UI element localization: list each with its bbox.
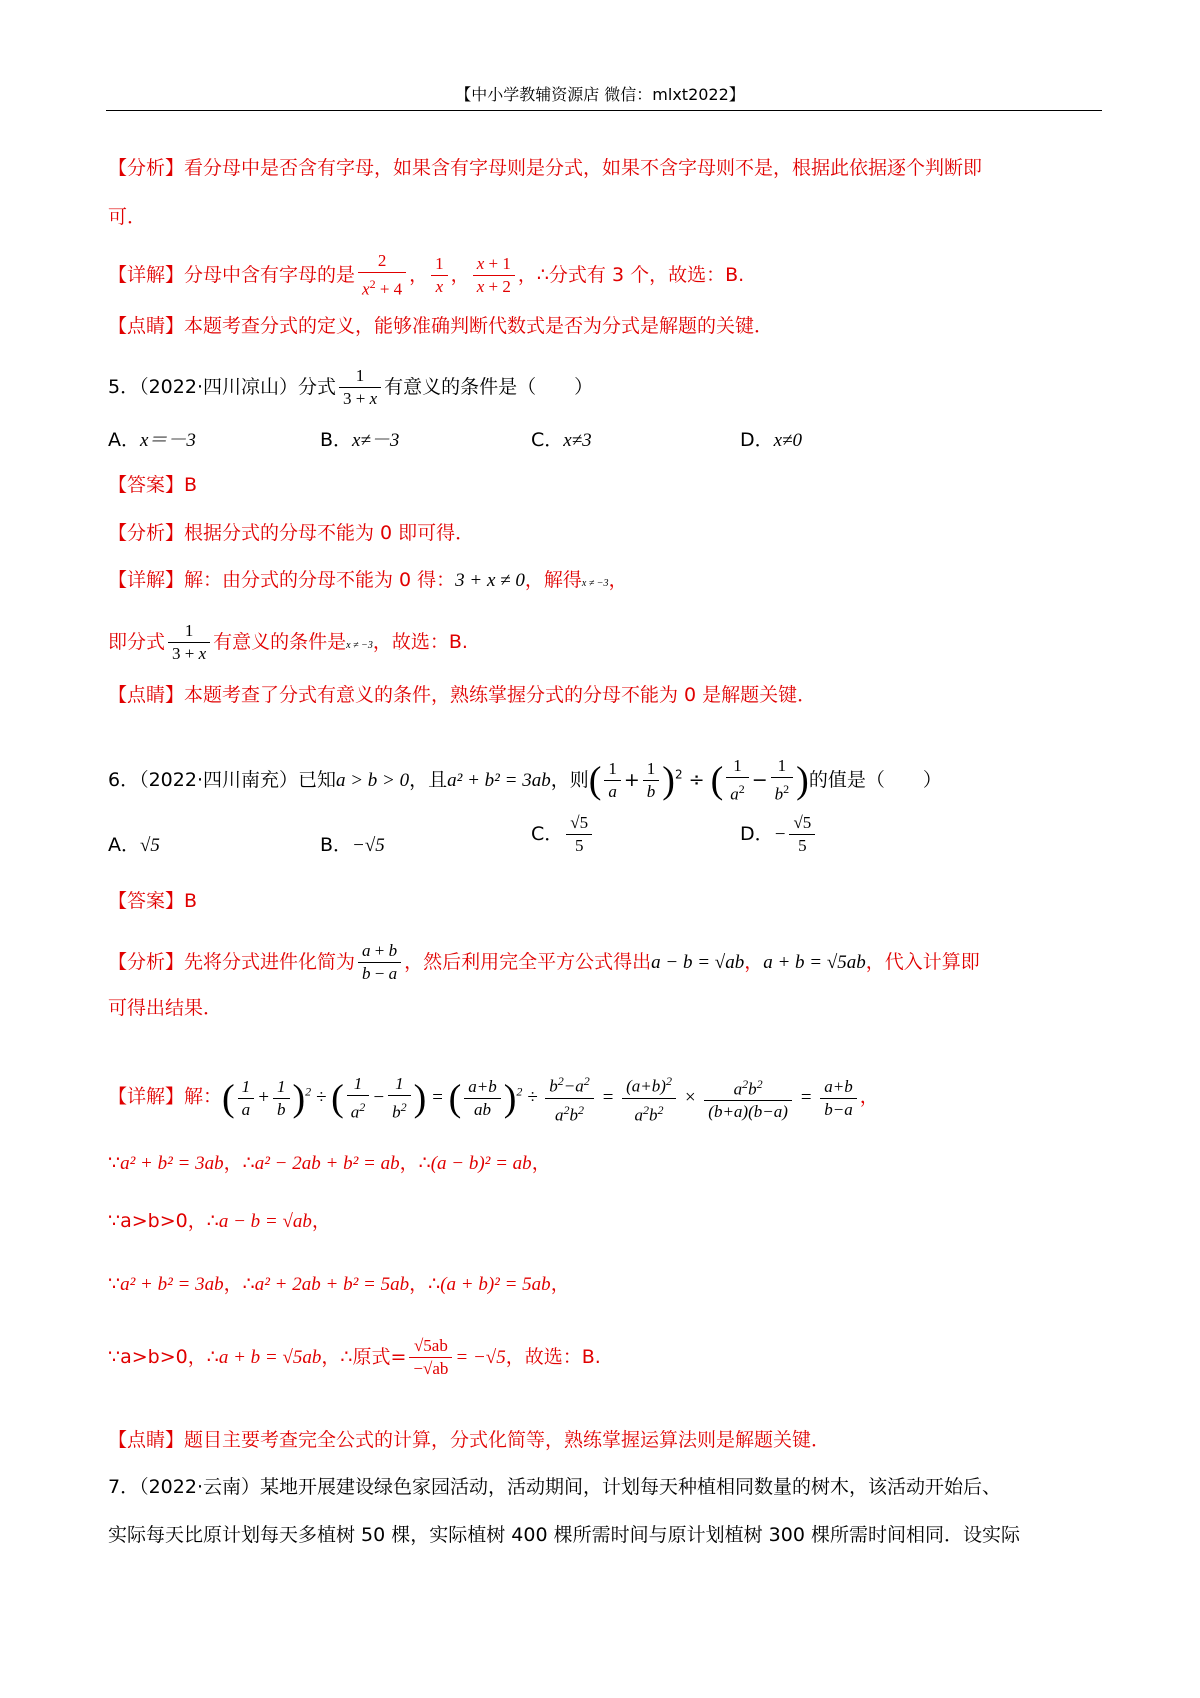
q5-stem xyxy=(108,365,593,410)
fraction-2-over-x2-plus-4: $\frac{2}{x^2 + 4}$ xyxy=(358,250,406,301)
q5-detail-line1: 【详解】解：由分式的分母不能为 0 得：3 + x ≠ 0，解得x ≠ −3， xyxy=(108,569,628,591)
header-rule xyxy=(106,110,1102,111)
q4-detail-prefix: 【详解】分母中含有字母的是 xyxy=(108,263,356,286)
fraction-a-plus-b-over-b-minus-a: $\frac{a + b}{b - a}$ xyxy=(358,940,401,985)
q5-comment: 【点睛】本题考查了分式有意义的条件，熟练掌握分式的分母不能为 0 是解题关键． xyxy=(108,684,817,706)
fraction-1-over-b2: $\frac{1}{b^2}$ xyxy=(771,755,794,806)
q5-option-c[interactable]: C．x≠3 xyxy=(531,429,592,451)
q5-option-b[interactable]: B．x≠－3 xyxy=(320,429,400,451)
q5-option-d[interactable]: D．x≠0 xyxy=(740,429,803,451)
fraction-1-over-a2-d: $\frac{1}{a^2}$ xyxy=(347,1073,370,1124)
page-header: 【中小学教辅资源店 微信：mlxt2022】 xyxy=(455,85,745,104)
fraction-1-over-b-d: $\frac{1}{b}$ xyxy=(273,1076,290,1121)
q5-stem-prefix: 5．（2022·四川凉山）分式 xyxy=(108,376,336,398)
fraction-1-over-3-plus-x: $\frac{1}{3 + x}$ xyxy=(339,365,381,410)
fraction-a-plus-b-sq-over-a2b2: $\frac{(a+b)^2}{a^2b^2}$ xyxy=(622,1070,676,1126)
q4-analysis-line2: 可． xyxy=(108,206,147,228)
q5-stem-suffix: 有意义的条件是（ ） xyxy=(384,376,594,398)
q6-detail-formula: 【详解】解：( $\frac{1}{a}$ + $\frac{1}{b}$ )$^2$ ÷ ( $\frac{1}{a^2}$ − $\frac{1}{b^2}$ ) = ( $\frac{a+b}{ab}$ )$^2$ ÷ $\frac{b^2-a^2}{a^2b^2}$ = $\frac{(a+b)^2}{a^2b^2}$ × $\frac{a^2b^2}{(b+a)(b-a)}$ = $\frac{a+b}{b-a}$ ， xyxy=(108,1070,879,1126)
fraction-b2-minus-a2-over-a2b2: $\frac{b^2-a^2}{a^2b^2}$ xyxy=(545,1070,593,1126)
q5-answer: 【答案】B xyxy=(108,474,198,496)
q6-step3: ∵a² + b² = 3ab，∴a² + 2ab + b² = 5ab，∴(a + b)² = 5ab， xyxy=(108,1273,570,1295)
fraction-a2b2-over-product: $\frac{a^2b^2}{(b+a)(b-a)}$ xyxy=(704,1073,792,1124)
q6-option-b[interactable]: B．−√5 xyxy=(320,834,385,856)
fraction-x-plus-1-over-x-plus-2: $\frac{x + 1}{x + 2}$ xyxy=(473,253,515,298)
fraction-1-over-b: $\frac{1}{b}$ xyxy=(643,758,660,803)
q4-detail-suffix: ，∴分式有 3 个，故选：B. xyxy=(517,263,745,286)
fraction-a-plus-b-over-b-minus-a-d: $\frac{a+b}{b-a}$ xyxy=(820,1076,856,1121)
q4-detail: 【详解】分母中含有字母的是 $\frac{2}{x^2 + 4}$ ， $\frac{1}{x}$ ， $\frac{x + 1}{x + 2}$ ，∴分式有 3 个，故选：B. xyxy=(108,251,745,299)
q6-step1: ∵a² + b² = 3ab，∴a² − 2ab + b² = ab，∴(a − b)² = ab， xyxy=(108,1152,551,1174)
fraction-1-over-a2: $\frac{1}{a^2}$ xyxy=(726,755,749,806)
q6-answer: 【答案】B xyxy=(108,890,198,912)
q6-option-d[interactable]: D．− $\frac{√5}{5}$ xyxy=(740,812,818,857)
q7-stem-line1: 7．（2022·云南）某地开展建设绿色家园活动，活动期间，计划每天种植相同数量的树木，该活动开始后、 xyxy=(108,1476,1001,1498)
fraction-1-over-b2-d: $\frac{1}{b^2}$ xyxy=(388,1073,411,1124)
q6-step2: ∵a>b>0，∴a − b = √ab， xyxy=(108,1210,331,1232)
fraction-1-over-a: $\frac{1}{a}$ xyxy=(604,758,621,803)
q6-step4: ∵a>b>0，∴a + b = √5ab，∴原式= $\frac{√5ab}{-√ab}$ = −√5，故选：B. xyxy=(108,1336,601,1378)
q4-analysis-line1: 【分析】看分母中是否含有字母，如果含有字母则是分式，如果不含字母则不是，根据此依据逐个判断即 xyxy=(108,157,983,179)
q5-option-a[interactable]: A．x＝－3 xyxy=(108,429,196,451)
fraction-1-over-3-plus-x-detail: $\frac{1}{3 + x}$ xyxy=(168,620,210,665)
q4-comment: 【点睛】本题考查分式的定义，能够准确判断代数式是否为分式是解题的关键． xyxy=(108,315,774,337)
fraction-1-over-x: $\frac{1}{x}$ xyxy=(431,253,448,298)
fraction-sqrt5ab-over-neg-sqrtab: $\frac{√5ab}{-√ab}$ xyxy=(409,1335,452,1380)
q5-analysis: 【分析】根据分式的分母不能为 0 即可得． xyxy=(108,522,475,544)
fraction-1-over-a-d: $\frac{1}{a}$ xyxy=(238,1076,255,1121)
q6-analysis-line1: 【分析】先将分式进件化简为 $\frac{a + b}{b - a}$ ，然后利用完全平方公式得出a − b = √ab，a + b = √5ab，代入计算即 xyxy=(108,941,980,983)
q5-detail-line2: 即分式 $\frac{1}{3 + x}$ 有意义的条件是x ≠ −3，故选：B. xyxy=(108,621,468,663)
q6-analysis-line2: 可得出结果． xyxy=(108,997,223,1019)
q6-option-a[interactable]: A．√5 xyxy=(108,834,160,856)
fraction-a-plus-b-over-ab: $\frac{a+b}{ab}$ xyxy=(464,1076,500,1121)
q6-comment: 【点睛】题目主要考查完全公式的计算，分式化简等，熟练掌握运算法则是解题关键． xyxy=(108,1429,831,1451)
q7-stem-line2: 实际每天比原计划每天多植树 50 棵，实际植树 400 棵所需时间与原计划植树 300 棵所需时间相同．设实际 xyxy=(108,1524,1020,1546)
q6-stem: 6．（2022·四川南充）已知a > b > 0，且a² + b² = 3ab，则( $\frac{1}{a}$ + $\frac{1}{b}$ )$^2$ ÷ ( $\frac{1}{a^2}$ − $\frac{1}{b^2}$ )的值是（ ） xyxy=(108,756,942,804)
q6-option-c[interactable]: C． $\frac{√5}{5}$ xyxy=(531,812,595,857)
